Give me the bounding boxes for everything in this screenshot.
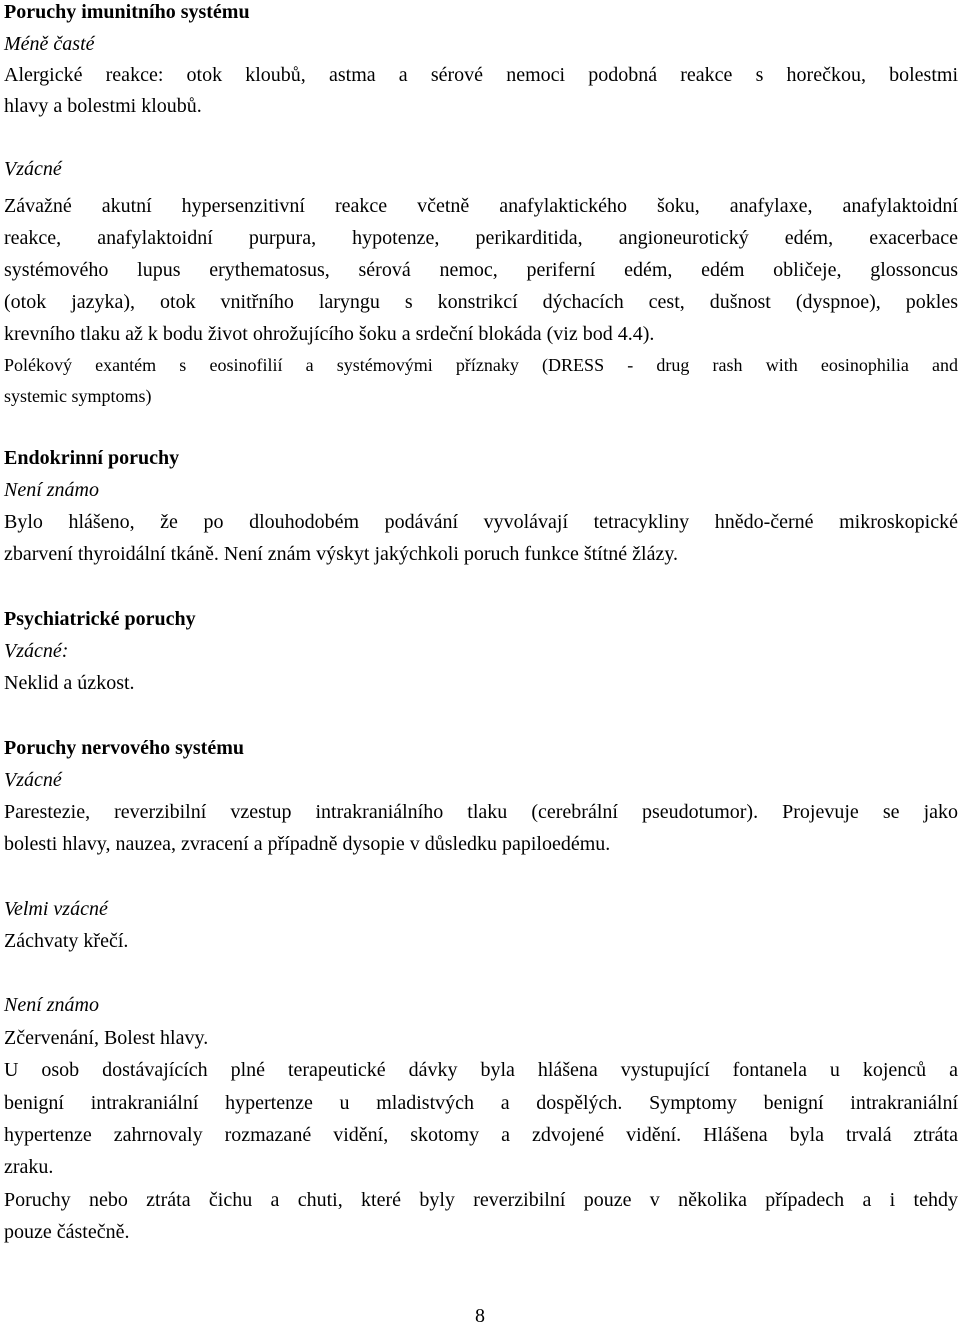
frequency-label: Není známo bbox=[4, 994, 99, 1016]
paragraph-line: krevního tlaku až k bodu život ohrožujícího šoku a srdeční blokáda (viz bod 4.4). bbox=[4, 323, 655, 345]
paragraph-line: Závažné akutní hypersenzitivní reakce včetně anafylaktického šoku, anafylaxe, anafylaktoidní bbox=[4, 195, 958, 217]
paragraph-line: Polékový exantém s eosinofilií a systémovými příznaky (DRESS - drug rash with eosinophilia and bbox=[4, 355, 958, 375]
frequency-label: Vzácné: bbox=[4, 640, 69, 662]
frequency-label: Vzácné bbox=[4, 769, 62, 791]
frequency-label: Velmi vzácné bbox=[4, 898, 108, 920]
paragraph-line: pouze částečně. bbox=[4, 1221, 130, 1243]
paragraph-line: benigní intrakraniální hypertenze u mladistvých a dospělých. Symptomy benigní intrakraniální bbox=[4, 1092, 958, 1114]
section-heading-psychiatric: Psychiatrické poruchy bbox=[4, 608, 196, 630]
paragraph-line: systémového lupus erythematosus, sérová nemoc, periferní edém, edém obličeje, glossoncus bbox=[4, 259, 958, 281]
page-number: 8 bbox=[475, 1305, 485, 1327]
paragraph-line: reakce, anafylaktoidní purpura, hypotenze, perikarditida, angioneurotický edém, exacerbace bbox=[4, 227, 958, 249]
frequency-label: Méně časté bbox=[4, 33, 95, 55]
section-heading-endocrine: Endokrinní poruchy bbox=[4, 447, 180, 469]
paragraph-line: zbarvení thyroidální tkáně. Není znám výskyt jakýchkoli poruch funkce štítné žlázy. bbox=[4, 543, 679, 565]
frequency-label: Není známo bbox=[4, 479, 99, 501]
paragraph-line: (otok jazyka), otok vnitřního laryngu s konstrikcí dýchacích cest, dušnost (dyspnoe), pokles bbox=[4, 291, 958, 313]
paragraph-line: Parestezie, reverzibilní vzestup intrakraniálního tlaku (cerebrální pseudotumor). Projevuje se jako bbox=[4, 801, 958, 823]
paragraph-line: U osob dostávajících plné terapeutické dávky byla hlášena vystupující fontanela u kojenců a bbox=[4, 1059, 958, 1081]
paragraph-line: Zčervenání, Bolest hlavy. bbox=[4, 1027, 209, 1049]
paragraph-line: hypertenze zahrnovaly rozmazané vidění, skotomy a zdvojené vidění. Hlášena byla trvalá ztráta bbox=[4, 1124, 958, 1146]
paragraph-line: systemic symptoms) bbox=[4, 386, 152, 406]
frequency-label: Vzácné bbox=[4, 158, 62, 180]
paragraph-line: Záchvaty křečí. bbox=[4, 930, 129, 952]
section-heading-immune: Poruchy imunitního systému bbox=[4, 1, 250, 23]
paragraph-line: Alergické reakce: otok kloubů, astma a sérové nemoci podobná reakce s horečkou, bolestmi bbox=[4, 64, 958, 86]
section-heading-nervous: Poruchy nervového systému bbox=[4, 737, 244, 759]
paragraph-line: zraku. bbox=[4, 1156, 54, 1178]
paragraph-line: Bylo hlášeno, že po dlouhodobém podávání vyvolávají tetracykliny hnědo-černé mikroskopické bbox=[4, 511, 958, 533]
paragraph-line: Poruchy nebo ztráta čichu a chuti, které byly reverzibilní pouze v několika případech a i tehdy bbox=[4, 1189, 958, 1211]
paragraph-line: Neklid a úzkost. bbox=[4, 672, 135, 694]
paragraph-line: bolesti hlavy, nauzea, zvracení a případně dysopie v důsledku papiloedému. bbox=[4, 833, 611, 855]
paragraph-line: hlavy a bolestmi kloubů. bbox=[4, 95, 202, 117]
